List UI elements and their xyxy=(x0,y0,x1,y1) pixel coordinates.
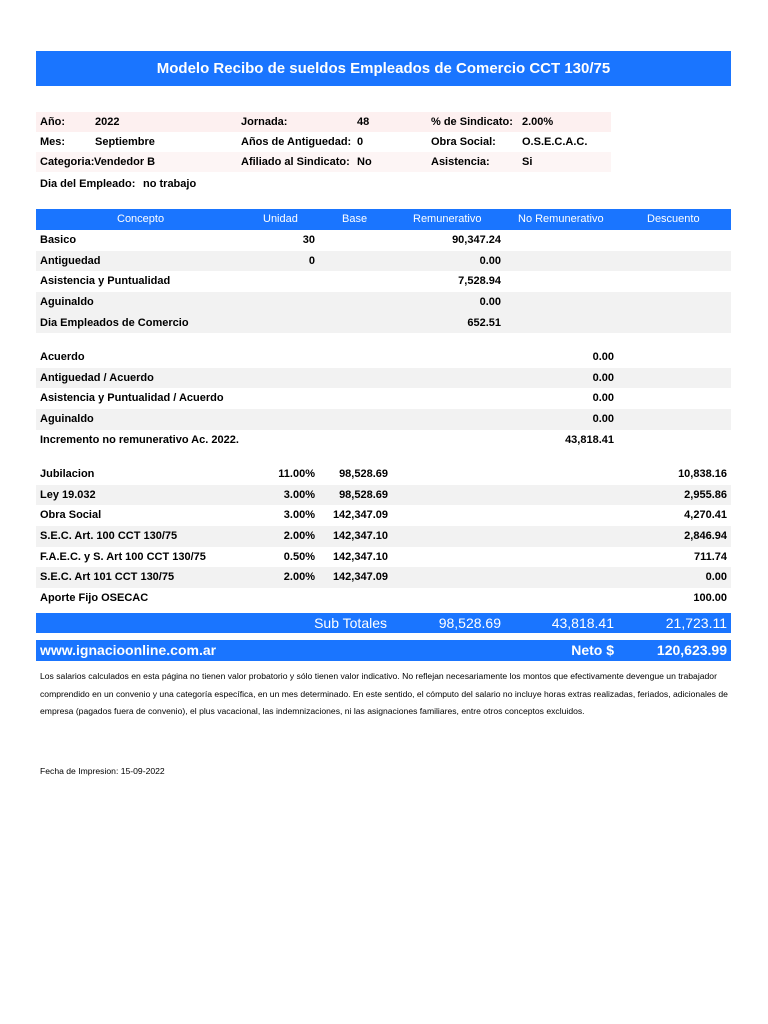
neto-bar xyxy=(36,640,731,661)
neto-label: Neto $ xyxy=(571,642,614,658)
concepto: Aguinaldo xyxy=(40,296,94,309)
table-row xyxy=(36,430,731,451)
header-unidad: Unidad xyxy=(263,213,298,225)
concepto: Acuerdo xyxy=(40,351,85,363)
info-label: Afiliado al Sindicato: xyxy=(241,156,350,168)
no-remunerativo: 43,818.41 xyxy=(565,433,614,446)
concepto: Aguinaldo xyxy=(40,413,94,426)
info-value: Septiembre xyxy=(95,136,155,148)
info-value: 0 xyxy=(357,136,364,148)
concepto: Incremento no remunerativo Ac. 2022. xyxy=(40,433,239,446)
info-label: Asistencia: xyxy=(431,156,490,168)
table-row xyxy=(36,230,731,251)
concepto: F.A.E.C. y S. Art 100 CCT 130/75 xyxy=(40,550,206,563)
unidad: 3.00% xyxy=(283,509,315,522)
concepto: Dia Empleados de Comercio xyxy=(40,316,189,329)
info-row xyxy=(36,132,611,152)
table-row xyxy=(36,567,731,588)
info-value: No xyxy=(357,156,372,168)
concepto: Jubilacion xyxy=(40,468,95,480)
descuento: 4,270.41 xyxy=(684,509,727,522)
unidad: 2.00% xyxy=(283,530,315,543)
info-label: Jornada: xyxy=(241,116,288,128)
base: 142,347.09 xyxy=(332,571,388,584)
info-value: Vendedor B xyxy=(94,156,156,168)
subtotal-no-remunerativo: 43,818.41 xyxy=(551,615,614,631)
table-row xyxy=(36,409,731,430)
base: 142,347.10 xyxy=(332,530,388,543)
unidad: 3.00% xyxy=(283,488,315,501)
unidad: 0.50% xyxy=(283,550,315,563)
no-remunerativos-section xyxy=(36,347,731,450)
unidad: 0 xyxy=(308,254,315,267)
info-row xyxy=(36,112,611,132)
table-header xyxy=(36,209,731,230)
info-label: Obra Social: xyxy=(431,136,496,148)
concepto: Antiguedad / Acuerdo xyxy=(40,371,154,384)
remunerativo: 7,528.94 xyxy=(458,275,501,288)
descuento: 0.00 xyxy=(705,571,727,584)
unidad: 30 xyxy=(302,234,315,246)
no-remunerativo: 0.00 xyxy=(592,371,614,384)
table-row xyxy=(36,313,731,334)
info-label: Año: xyxy=(40,116,66,128)
descuento: 2,846.94 xyxy=(684,530,727,543)
concepto: Obra Social xyxy=(40,509,102,522)
concepto: Ley 19.032 xyxy=(40,488,96,501)
print-date: Fecha de Impresion: 15-09-2022 xyxy=(40,766,165,776)
unidad: 2.00% xyxy=(283,571,315,584)
neto-value: 120,623.99 xyxy=(656,642,727,658)
remunerativo: 90,347.24 xyxy=(452,234,501,246)
base: 98,528.69 xyxy=(339,468,388,480)
descuentos-section xyxy=(36,464,731,609)
concepto: Asistencia y Puntualidad / Acuerdo xyxy=(40,392,224,405)
dia-empleado-value: no trabajo xyxy=(143,178,197,190)
table-row xyxy=(36,505,731,526)
table-row xyxy=(36,251,731,272)
concepto: S.E.C. Art 101 CCT 130/75 xyxy=(40,571,175,584)
disclaimer-text: Los salarios calculados en esta página no tienen valor probatorio y sólo tienen valor indicativo. No reflejan necesariamente los montos que efectivamente devengue un trabajador comprendido en un convenio y una categoría específica, en un mes determinado. En este sentido, el cómputo del salario no incluye horas extras realizadas, feriados, adicionales de empresa (pagados fuera de convenio), el plus vacacional, las indemnizaciones, ni las asignaciones familiares, entre otros conceptos excluidos. xyxy=(40,671,728,716)
no-remunerativo: 0.00 xyxy=(592,413,614,426)
info-value: O.S.E.C.A.C. xyxy=(522,136,588,148)
subtotal-remunerativo: 98,528.69 xyxy=(438,615,501,631)
remunerativos-section xyxy=(36,230,731,333)
page-title: Modelo Recibo de sueldos Empleados de Comercio CCT 130/75 xyxy=(36,51,731,86)
unidad: 11.00% xyxy=(278,468,315,480)
info-value: 2.00% xyxy=(522,116,554,128)
dia-empleado-label: Dia del Empleado: xyxy=(40,178,136,190)
info-value: 2022 xyxy=(95,116,120,128)
base: 142,347.09 xyxy=(332,509,388,522)
table-row xyxy=(36,347,731,368)
info-label: Años de Antiguedad: xyxy=(241,136,352,148)
concepto: Asistencia y Puntualidad xyxy=(40,275,171,288)
concepto: Basico xyxy=(40,234,77,246)
table-row xyxy=(36,526,731,547)
concepto: Antiguedad xyxy=(40,254,101,267)
table-row xyxy=(36,271,731,292)
descuento: 100.00 xyxy=(693,592,727,605)
website-link[interactable]: www.ignacioonline.com.ar xyxy=(40,642,217,658)
employee-info xyxy=(36,112,611,194)
table-row xyxy=(36,292,731,313)
info-label: % de Sindicato: xyxy=(431,116,513,128)
info-value: 48 xyxy=(357,116,370,128)
concepto: Aporte Fijo OSECAC xyxy=(40,592,149,605)
header-no-remunerativo: No Remunerativo xyxy=(518,213,604,225)
header-remunerativo: Remunerativo xyxy=(413,213,482,225)
table-row xyxy=(36,547,731,568)
table-row xyxy=(36,388,731,409)
descuento: 711.74 xyxy=(693,550,727,563)
table-row xyxy=(36,588,731,609)
no-remunerativo: 0.00 xyxy=(592,392,614,405)
descuento: 2,955.86 xyxy=(684,488,727,501)
info-label: Mes: xyxy=(40,136,66,148)
table-row xyxy=(36,464,731,485)
header-descuento: Descuento xyxy=(647,213,700,225)
remunerativo: 0.00 xyxy=(479,296,501,309)
info-row xyxy=(36,152,611,172)
table-row xyxy=(36,485,731,506)
subtotals-label: Sub Totales xyxy=(314,615,387,631)
info-value: Si xyxy=(522,156,533,168)
descuento: 10,838.16 xyxy=(678,468,727,480)
no-remunerativo: 0.00 xyxy=(592,351,614,363)
header-base: Base xyxy=(342,213,368,225)
remunerativo: 652.51 xyxy=(467,316,501,329)
table-row xyxy=(36,368,731,389)
remunerativo: 0.00 xyxy=(479,254,501,267)
base: 142,347.10 xyxy=(332,550,388,563)
subtotal-descuento: 21,723.11 xyxy=(665,615,727,631)
concepto: S.E.C. Art. 100 CCT 130/75 xyxy=(40,530,178,543)
header-concepto: Concepto xyxy=(117,213,165,225)
base: 98,528.69 xyxy=(339,488,388,501)
info-row xyxy=(36,172,611,194)
subtotals-bar xyxy=(36,613,731,633)
info-label: Categoria: xyxy=(40,156,95,168)
